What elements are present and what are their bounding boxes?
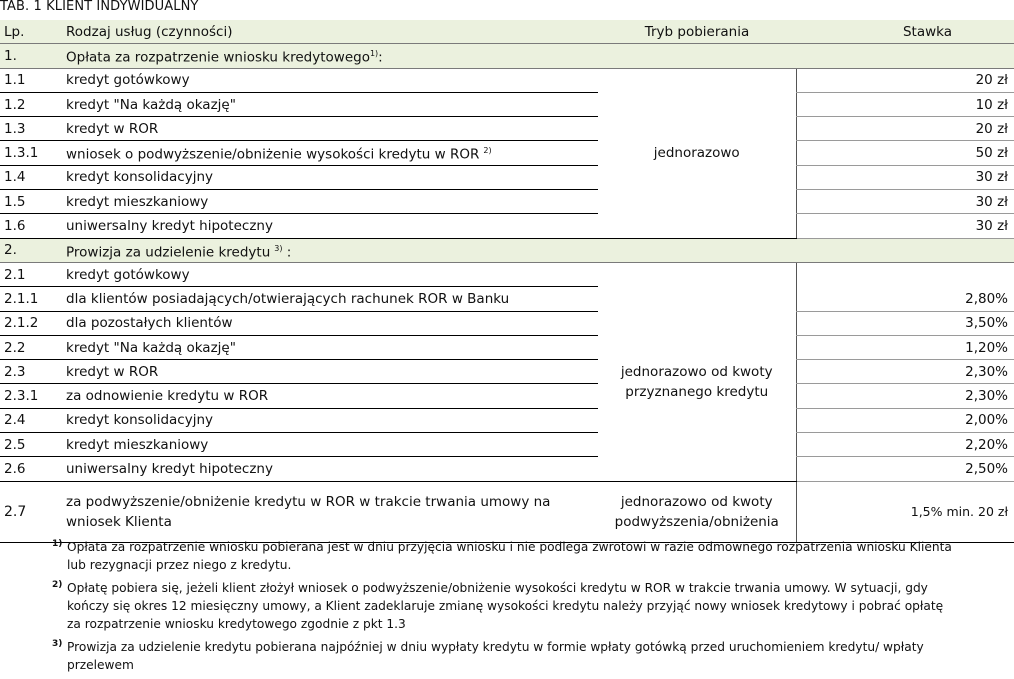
- row-name-text: uniwersalny kredyt hipoteczny: [66, 218, 273, 235]
- row-name: [60, 384, 598, 408]
- header-name: Rodzaj usług (czynności): [60, 20, 598, 44]
- row-name: [60, 408, 598, 432]
- table-row: [0, 92, 1014, 116]
- row-rate: 3,50%: [796, 311, 1014, 335]
- row-lp: 2.1.1: [0, 287, 60, 311]
- row-name: [60, 311, 598, 335]
- row-name: [60, 165, 598, 189]
- table-row: [0, 190, 1014, 214]
- section-2-title: [60, 238, 598, 262]
- section-2-suffix: :: [282, 244, 292, 261]
- row-rate: 2,20%: [796, 433, 1014, 457]
- header-mode: Tryb pobierania: [598, 20, 796, 44]
- section-1-row: [0, 44, 1014, 68]
- section-2-footnote-mark: 3): [274, 243, 283, 253]
- row-name-text: wniosek o podwyższenie/obniżenie wysokości kredytu w ROR: [66, 146, 480, 163]
- row-lp: 2.1: [0, 262, 60, 286]
- row-lp: 2.3.1: [0, 384, 60, 408]
- section-1-mode: jednorazowo: [598, 68, 796, 238]
- row-lp: 2.4: [0, 408, 60, 432]
- row-lp: 2.1.2: [0, 311, 60, 335]
- row-lp: 2.2: [0, 335, 60, 359]
- section-2-name: Prowizja za udzielenie kredytu: [66, 244, 271, 261]
- row-name: [60, 214, 598, 238]
- table-row: [0, 384, 1014, 408]
- table-row: [0, 165, 1014, 189]
- section-2-mode-line-1: jednorazowo od kwoty: [620, 363, 773, 380]
- row-lp: 1.3.1: [0, 141, 60, 165]
- row-rate: 2,50%: [796, 457, 1014, 481]
- section-1-lp: 1.: [0, 44, 60, 68]
- row-footnote-mark: 2): [483, 146, 492, 156]
- row-rate: 2,30%: [796, 384, 1014, 408]
- row-rate: 1,5% min. 20 zł: [796, 481, 1014, 542]
- row-name-line-2: wniosek Klienta: [66, 513, 172, 530]
- table-row: [0, 457, 1014, 481]
- table-row-2-7: [0, 481, 1014, 542]
- header-lp: Lp.: [0, 20, 60, 44]
- row-rate: 30 zł: [796, 165, 1014, 189]
- row-name-text: kredyt konsolidacyjny: [66, 169, 214, 186]
- section-1-name: Opłata za rozpatrzenie wniosku kredytowego: [66, 49, 370, 66]
- section-1-title: [60, 44, 598, 68]
- row-rate: 2,30%: [796, 360, 1014, 384]
- row-rate: 20 zł: [796, 117, 1014, 141]
- section-2-mode-empty: [598, 238, 796, 262]
- row-lp: 2.7: [0, 481, 60, 542]
- table-row: [0, 214, 1014, 238]
- table-row: [0, 68, 1014, 92]
- row-lp: 1.6: [0, 214, 60, 238]
- row-mode-line-1: jednorazowo od kwoty: [620, 493, 773, 510]
- fee-table: [0, 20, 1014, 543]
- row-lp: 1.4: [0, 165, 60, 189]
- row-name-text: kredyt "Na każdą okazję": [66, 339, 236, 356]
- row-rate: 30 zł: [796, 214, 1014, 238]
- row-name: [60, 287, 598, 311]
- table-header-row: [0, 20, 1014, 44]
- row-name: [60, 335, 598, 359]
- footnote-text: Prowizja za udzielenie kredytu pobierana najpóźniej w dniu wypłaty kredytu w formie wpłaty gotówką przed uruchomieniem kredytu/ wpłaty przelewem: [67, 640, 924, 672]
- section-2-row: [0, 238, 1014, 262]
- footnote-mark: 2): [52, 580, 63, 590]
- row-name-text: kredyt mieszkaniowy: [66, 436, 209, 453]
- row-rate: 20 zł: [796, 68, 1014, 92]
- footnote: [0, 638, 958, 674]
- row-name: [60, 117, 598, 141]
- row-lp: 1.2: [0, 92, 60, 116]
- row-lp: 1.5: [0, 190, 60, 214]
- table-row: [0, 335, 1014, 359]
- row-rate: [796, 262, 1014, 286]
- footnote-mark: 1): [52, 539, 63, 549]
- section-1-suffix: :: [378, 49, 383, 66]
- row-name-text: za odnowienie kredytu w ROR: [66, 388, 269, 405]
- row-name-text: dla pozostałych klientów: [66, 315, 233, 332]
- footnote: [0, 579, 958, 633]
- table-row: [0, 311, 1014, 335]
- row-rate: 2,00%: [796, 408, 1014, 432]
- row-name: [60, 141, 598, 165]
- footnote-mark: 3): [52, 639, 63, 649]
- row-name-text: uniwersalny kredyt hipoteczny: [66, 460, 273, 477]
- row-name-text: kredyt w ROR: [66, 363, 159, 380]
- footnote-text: Opłatę pobiera się, jeżeli klient złożył wniosek o podwyższenie/obniżenie wysokości kredytu w ROR w trakcie trwania umowy. W sytuacji, gdy kończy się okres 12 miesięczny umowy, a Klient zadeklaruje zmianę wysokości kredytu należy przyjąć nowy wniosek kredytowy i pobrać opłatę za rozpatrzenie wniosku kredytowego zgodnie z pkt 1.3: [67, 581, 944, 631]
- row-rate: 30 zł: [796, 190, 1014, 214]
- row-lp: 2.3: [0, 360, 60, 384]
- footnote-text: Opłata za rozpatrzenie wniosku pobierana jest w dniu przyjęcia wniosku i nie podlega zwrotowi w razie odmownego rozpatrzenia wniosku Klienta lub rezygnacji przez niego z kredytu.: [67, 540, 952, 572]
- row-mode-text: [604, 492, 790, 532]
- row-name: [60, 457, 598, 481]
- table-row: [0, 287, 1014, 311]
- row-name: [60, 433, 598, 457]
- table-row: [0, 433, 1014, 457]
- row-name-text: kredyt gotówkowy: [66, 266, 190, 283]
- table-title: TAB. 1 KLIENT INDYWIDUALNY: [0, 0, 199, 14]
- row-name: [60, 92, 598, 116]
- row-lp: 1.1: [0, 68, 60, 92]
- row-name-text: kredyt mieszkaniowy: [66, 193, 209, 210]
- row-rate: 50 zł: [796, 141, 1014, 165]
- row-name-text: kredyt w ROR: [66, 120, 159, 137]
- row-rate: 10 zł: [796, 92, 1014, 116]
- row-name-line-1: za podwyższenie/obniżenie kredytu w ROR w trakcie trwania umowy na: [66, 493, 551, 510]
- section-1-footnote-mark: 1): [369, 49, 379, 59]
- row-name: [60, 481, 598, 542]
- section-2-mode-line-2: przyznanego kredytu: [625, 383, 769, 400]
- row-name-text: kredyt "Na każdą okazję": [66, 96, 236, 113]
- table-row: [0, 117, 1014, 141]
- section-2-rate-empty: [796, 238, 1014, 262]
- header-rate: Stawka: [796, 20, 1014, 44]
- section-2-lp: 2.: [0, 238, 60, 262]
- table-row: [0, 360, 1014, 384]
- row-lp: 2.5: [0, 433, 60, 457]
- row-rate: 2,80%: [796, 287, 1014, 311]
- table-row: [0, 141, 1014, 165]
- row-lp: 1.3: [0, 117, 60, 141]
- row-rate: 1,20%: [796, 335, 1014, 359]
- row-name-text: kredyt konsolidacyjny: [66, 412, 214, 429]
- row-name: [60, 68, 598, 92]
- row-name-text: kredyt gotówkowy: [66, 72, 190, 89]
- footnotes: [0, 538, 958, 679]
- row-name: [60, 190, 598, 214]
- row-lp: 2.6: [0, 457, 60, 481]
- footnote: [0, 538, 958, 574]
- table-row: [0, 262, 1014, 286]
- row-name: [60, 360, 598, 384]
- section-2-mode: [598, 262, 796, 481]
- row-mode: [598, 481, 796, 542]
- row-name-text: [66, 492, 592, 532]
- row-mode-line-2: podwyższenia/obniżenia: [614, 513, 779, 530]
- table-row: [0, 408, 1014, 432]
- row-name-text: dla klientów posiadających/otwierających rachunek ROR w Banku: [66, 290, 510, 307]
- row-name: [60, 262, 598, 286]
